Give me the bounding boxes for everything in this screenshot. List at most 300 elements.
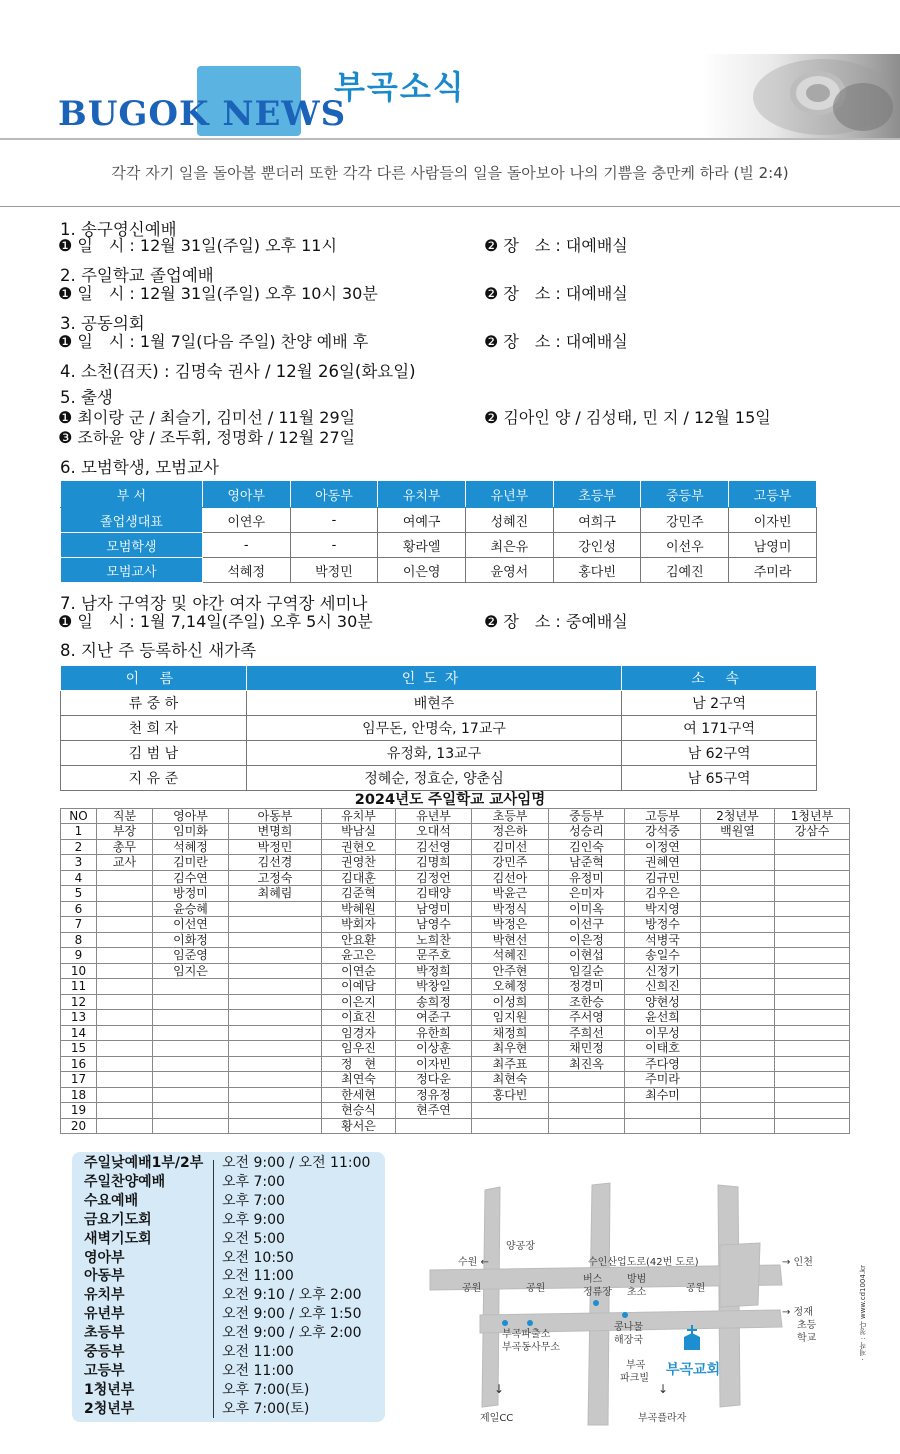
table-cell: 박정민: [290, 558, 378, 583]
table-cell: [97, 886, 153, 902]
table-cell: 김선영: [396, 839, 472, 855]
table-cell: 윤고은: [322, 948, 396, 964]
schedule-row: [72, 1212, 385, 1229]
table-cell: [701, 1056, 775, 1072]
table-row: [61, 855, 850, 871]
map-label: 해장국: [614, 1335, 643, 1346]
table-cell: 안요환: [322, 932, 396, 948]
item-5-birth-1: ❶ 최이랑 군 / 최슬기, 김미선 / 11월 29일: [58, 408, 356, 427]
teacher-col-header: 직분: [97, 809, 153, 824]
table-cell: [775, 886, 850, 902]
schedule-time: 오전 5:00: [222, 1230, 285, 1247]
table-cell: 유정미: [549, 870, 625, 886]
new-family-header: [61, 666, 817, 691]
map-label: 제일CC: [480, 1413, 514, 1424]
table-cell: 여준구: [396, 1010, 472, 1026]
table-cell: 9: [61, 948, 97, 964]
table-cell: [229, 1118, 322, 1134]
table-cell: 강민주: [641, 508, 729, 533]
teacher-col-header: 유년부: [396, 809, 472, 824]
table-cell: [97, 994, 153, 1010]
table-cell: 여희구: [553, 508, 641, 533]
teacher-table-title: 2024년도 주일학교 교사임명: [354, 792, 546, 808]
model-table-header: [61, 481, 817, 508]
table-cell: 현주연: [396, 1103, 472, 1119]
table-cell: 임길순: [549, 963, 625, 979]
map-label: 방범: [627, 1274, 647, 1285]
table-cell: 홍다빈: [472, 1087, 549, 1103]
table-cell: [153, 1072, 229, 1088]
table-row: [61, 1087, 850, 1103]
table-cell: 이선연: [153, 917, 229, 933]
map-label: 학교: [797, 1333, 817, 1344]
map-label: 콩나물: [614, 1322, 643, 1333]
table-row: [61, 901, 850, 917]
table-cell: 최우현: [472, 1041, 549, 1057]
table-cell: [229, 1025, 322, 1041]
teacher-col-header: 아동부: [229, 809, 322, 824]
schedule-label: 주일낮예배1부/2부: [84, 1155, 204, 1171]
table-cell: 정은하: [472, 824, 549, 840]
table-cell: 석병국: [625, 932, 701, 948]
table-cell: 정 현: [322, 1056, 396, 1072]
table-cell: 주미라: [625, 1072, 701, 1088]
table-cell: [701, 901, 775, 917]
schedule-time: 오전 10:50: [222, 1249, 294, 1266]
table-cell: [229, 1041, 322, 1057]
item-7-place: ❷ 장 소 : 중예배실: [484, 612, 628, 631]
map-label: 수원 ←: [458, 1257, 489, 1268]
map-label: 공원: [686, 1283, 706, 1294]
schedule-label: 고등부: [84, 1362, 125, 1379]
table-cell: 김예진: [641, 558, 729, 583]
table-cell: [701, 979, 775, 995]
table-cell: 이무성: [625, 1025, 701, 1041]
table-cell: [97, 1025, 153, 1041]
table-cell: 방정수: [625, 917, 701, 933]
item-7-title: 7. 남자 구역장 및 야간 여자 구역장 세미나: [60, 594, 368, 613]
table-row: [61, 533, 817, 558]
table-cell: [549, 1118, 625, 1134]
table-cell: [153, 1103, 229, 1119]
table-cell: 박윤근: [472, 886, 549, 902]
table-cell: 이선우: [641, 533, 729, 558]
table-row: [61, 508, 817, 533]
header: [0, 54, 900, 138]
table-cell: [775, 1010, 850, 1026]
schedule-row: [72, 1231, 385, 1248]
table-cell: 강인성: [553, 533, 641, 558]
table-cell: [701, 1118, 775, 1134]
table-cell: -: [290, 533, 378, 558]
table-cell: [701, 1072, 775, 1088]
map-roads: [430, 1183, 782, 1425]
teacher-col-header: 중등부: [549, 809, 625, 824]
item-3-title: 3. 공동의회: [60, 314, 145, 333]
table-cell: 임경자: [322, 1025, 396, 1041]
table-cell: 총무: [97, 839, 153, 855]
table-cell: 이은영: [378, 558, 466, 583]
model-table-col-header: 부 서: [61, 481, 203, 508]
map-label: 공원: [526, 1283, 546, 1294]
table-cell: 주서영: [549, 1010, 625, 1026]
schedule-row: [72, 1344, 385, 1361]
schedule-row: [72, 1287, 385, 1304]
schedule-row: [72, 1193, 385, 1210]
model-table-col-header: 유치부: [378, 481, 466, 508]
table-cell: 10: [61, 963, 97, 979]
table-cell: 강민주: [472, 855, 549, 871]
teacher-table: [60, 808, 850, 1134]
table-cell: 18: [61, 1087, 97, 1103]
schedule-row: [72, 1325, 385, 1342]
table-row: [61, 886, 850, 902]
table-row: [61, 824, 850, 840]
table-cell: [701, 886, 775, 902]
table-cell: [229, 1056, 322, 1072]
table-cell: [775, 1041, 850, 1057]
restaurant-icon: [622, 1312, 628, 1318]
table-cell: [97, 1056, 153, 1072]
table-cell: [229, 1010, 322, 1026]
schedule-time: 오후 7:00: [222, 1192, 285, 1209]
table-cell: 정혜순, 정효순, 양춘심: [246, 766, 621, 791]
table-cell: [153, 1025, 229, 1041]
svg-text:↓: ↓: [658, 1382, 669, 1396]
table-cell: [396, 1118, 472, 1134]
table-cell: 백원열: [701, 824, 775, 840]
table-cell: 부장: [97, 824, 153, 840]
table-cell: [625, 1103, 701, 1119]
table-cell: [701, 1087, 775, 1103]
table-cell: [97, 948, 153, 964]
item-2-date: ❶ 일 시 : 12월 31일(주일) 오후 10시 30분: [58, 284, 378, 303]
table-cell: 유한희: [396, 1025, 472, 1041]
map-credit: · 제작 : 청다 www.cd1004.kr: [859, 1265, 867, 1361]
table-cell: [775, 839, 850, 855]
table-row: [61, 741, 817, 766]
table-cell: [775, 979, 850, 995]
table-cell: 성승리: [549, 824, 625, 840]
table-cell: [153, 994, 229, 1010]
schedule-time: 오전 11:00: [222, 1344, 294, 1360]
table-cell: 박지영: [625, 901, 701, 917]
table-cell: [229, 1072, 322, 1088]
table-cell: [775, 1025, 850, 1041]
table-cell: [153, 1041, 229, 1057]
table-cell: [229, 1087, 322, 1103]
table-cell: 박현선: [472, 932, 549, 948]
table-cell: 15: [61, 1041, 97, 1057]
table-cell: 강석중: [625, 824, 701, 840]
new-family-table: [60, 665, 817, 791]
table-cell: 배현주: [246, 691, 621, 716]
schedule-label: 1청년부: [84, 1381, 135, 1398]
table-cell: [775, 901, 850, 917]
page-title: 부곡소식: [334, 68, 466, 106]
table-cell: 조한승: [549, 994, 625, 1010]
map-label: 부곡동사무소: [502, 1342, 560, 1353]
schedule-label: 2청년부: [84, 1400, 135, 1417]
table-cell: [701, 1103, 775, 1119]
table-cell: 남 2구역: [622, 691, 817, 716]
table-cell: 7: [61, 917, 97, 933]
table-cell: -: [290, 508, 378, 533]
table-cell: 임지원: [472, 1010, 549, 1026]
table-cell: [229, 932, 322, 948]
map-label: 부곡플라자: [638, 1413, 687, 1424]
map-label: 초등: [797, 1320, 817, 1331]
table-cell: 최현숙: [472, 1072, 549, 1088]
table-cell: [701, 1025, 775, 1041]
table-cell: 남영미: [396, 901, 472, 917]
table-cell: 오대석: [396, 824, 472, 840]
table-row: [61, 1118, 850, 1134]
table-cell: 김명희: [396, 855, 472, 871]
map-label: 수인산업도로(42번 도로): [588, 1257, 699, 1268]
table-cell: 이현섭: [549, 948, 625, 964]
item-5-birth-2: ❷ 김아인 양 / 김성태, 민 지 / 12월 15일: [484, 408, 771, 427]
map-label: 공원: [462, 1283, 482, 1294]
table-cell: 주다영: [625, 1056, 701, 1072]
map-label: 정류장: [583, 1287, 612, 1298]
item-5-title: 5. 출생: [60, 388, 113, 407]
table-cell: 채정희: [472, 1025, 549, 1041]
new-family-col-header: 인도자: [246, 666, 621, 691]
map-label: 버스: [583, 1274, 603, 1285]
table-cell: 박창일: [396, 979, 472, 995]
table-cell: 김준혁: [322, 886, 396, 902]
table-cell: [775, 1072, 850, 1088]
map-label: 초소: [627, 1287, 647, 1298]
item-2-place: ❷ 장 소 : 대예배실: [484, 284, 628, 303]
teacher-col-header: NO: [61, 809, 97, 824]
table-cell: [97, 1010, 153, 1026]
table-cell: [549, 1103, 625, 1119]
church-label: 부곡교회: [666, 1362, 721, 1378]
table-cell: 이은정: [549, 932, 625, 948]
map-label: → 정재: [782, 1307, 813, 1318]
table-cell: [775, 994, 850, 1010]
table-cell: 박혜원: [322, 901, 396, 917]
table-cell: 교사: [97, 855, 153, 871]
table-cell: 한세현: [322, 1087, 396, 1103]
table-cell: 김수연: [153, 870, 229, 886]
new-family-col-header: 소 속: [622, 666, 817, 691]
map-label: 양공장: [506, 1241, 535, 1252]
table-cell: 이상훈: [396, 1041, 472, 1057]
table-cell: [472, 1103, 549, 1119]
table-cell: 방정미: [153, 886, 229, 902]
table-cell: 이연우: [202, 508, 290, 533]
table-row: [61, 870, 850, 886]
table-cell: [229, 963, 322, 979]
table-cell: 17: [61, 1072, 97, 1088]
table-cell: 이자빈: [396, 1056, 472, 1072]
table-cell: 윤승혜: [153, 901, 229, 917]
schedule-time: 오후 7:00(토): [222, 1400, 310, 1417]
schedule-label: 유년부: [84, 1306, 125, 1323]
table-cell: 김미란: [153, 855, 229, 871]
table-cell: [97, 1041, 153, 1057]
table-cell: 김 범 남: [61, 741, 247, 766]
table-cell: 김선경: [229, 855, 322, 871]
table-cell: 김규민: [625, 870, 701, 886]
table-cell: 김정언: [396, 870, 472, 886]
table-cell: [549, 1072, 625, 1088]
schedule-row: [72, 1363, 385, 1380]
new-family-col-header: 이 름: [61, 666, 247, 691]
office-icon: [527, 1320, 533, 1326]
schedule-row: [72, 1250, 385, 1267]
item-2-title: 2. 주일학교 졸업예배: [60, 266, 214, 285]
table-cell: [701, 994, 775, 1010]
table-cell: 임지은: [153, 963, 229, 979]
table-cell: 양현성: [625, 994, 701, 1010]
teacher-col-header: 고등부: [625, 809, 701, 824]
table-cell: 12: [61, 994, 97, 1010]
model-table-col-header: 초등부: [553, 481, 641, 508]
table-cell: 3: [61, 855, 97, 871]
teacher-col-header: 1청년부: [775, 809, 850, 824]
table-cell: 남 65구역: [622, 766, 817, 791]
schedule-label: 새벽기도회: [84, 1230, 152, 1247]
model-table-col-header: 중등부: [641, 481, 729, 508]
table-cell: 신희진: [625, 979, 701, 995]
row-header: 모범교사: [61, 558, 203, 583]
item-4-title: 4. 소천(召天) : 김명숙 권사 / 12월 26일(화요일): [60, 362, 416, 381]
map-label: 부곡: [626, 1360, 646, 1371]
table-cell: 이은지: [322, 994, 396, 1010]
bible-verse: 각각 자기 일을 돌아볼 뿐더러 또한 각각 다른 사람들의 일을 돌아보아 나의 기쁨을 충만케 하라 (빌 2:4): [111, 164, 789, 182]
schedule-time: 오후 7:00: [222, 1173, 285, 1190]
table-cell: 윤선희: [625, 1010, 701, 1026]
item-5-birth-3: ❸ 조하윤 양 / 조두휘, 정명화 / 12월 27일: [58, 428, 356, 447]
table-cell: [97, 1103, 153, 1119]
table-cell: [701, 917, 775, 933]
table-row: [61, 1103, 850, 1119]
table-cell: 김미선: [472, 839, 549, 855]
table-cell: [153, 1118, 229, 1134]
new-family-body: [61, 691, 817, 791]
table-cell: 임무돈, 안명숙, 17교구: [246, 716, 621, 741]
table-row: [61, 1041, 850, 1057]
item-6-title: 6. 모범학생, 모범교사: [60, 458, 219, 477]
table-cell: 정다운: [396, 1072, 472, 1088]
table-cell: [97, 979, 153, 995]
table-row: [61, 1072, 850, 1088]
table-cell: [775, 948, 850, 964]
table-cell: [97, 917, 153, 933]
table-cell: 현승식: [322, 1103, 396, 1119]
table-cell: [775, 1087, 850, 1103]
row-header: 모범학생: [61, 533, 203, 558]
verse-rule: [0, 206, 900, 207]
teacher-table-header: [61, 809, 850, 824]
item-1-place: ❷ 장 소 : 대예배실: [484, 236, 628, 255]
schedule-label: 아동부: [84, 1268, 125, 1285]
model-table-body: [61, 508, 817, 583]
teacher-col-header: 유치부: [322, 809, 396, 824]
table-cell: [472, 1118, 549, 1134]
table-cell: 남영수: [396, 917, 472, 933]
table-cell: 이예담: [322, 979, 396, 995]
table-cell: 최연숙: [322, 1072, 396, 1088]
table-cell: 임미화: [153, 824, 229, 840]
table-cell: 최주표: [472, 1056, 549, 1072]
table-cell: 박정은: [472, 917, 549, 933]
table-cell: 고정숙: [229, 870, 322, 886]
table-row: [61, 917, 850, 933]
table-cell: 송희정: [396, 994, 472, 1010]
table-cell: 김태양: [396, 886, 472, 902]
table-row: [61, 1025, 850, 1041]
item-1-date: ❶ 일 시 : 12월 31일(주일) 오후 11시: [58, 236, 337, 255]
schedule-row: [72, 1306, 385, 1323]
table-cell: 4: [61, 870, 97, 886]
header-rule: [0, 138, 900, 140]
table-cell: [701, 948, 775, 964]
schedule-row: [72, 1382, 385, 1399]
table-cell: 19: [61, 1103, 97, 1119]
table-cell: 김대훈: [322, 870, 396, 886]
police-icon: [502, 1320, 508, 1326]
teacher-col-header: 영아부: [153, 809, 229, 824]
table-cell: [97, 1118, 153, 1134]
schedule-time: 오전 9:10 / 오후 2:00: [222, 1287, 362, 1304]
table-cell: 채민정: [549, 1041, 625, 1057]
table-cell: 정유정: [396, 1087, 472, 1103]
teacher-col-header: 2청년부: [701, 809, 775, 824]
table-cell: 여 171구역: [622, 716, 817, 741]
table-cell: 14: [61, 1025, 97, 1041]
table-cell: 김선아: [472, 870, 549, 886]
table-cell: [701, 1010, 775, 1026]
table-cell: 남영미: [729, 533, 817, 558]
table-cell: 유정화, 13교구: [246, 741, 621, 766]
table-cell: 박정식: [472, 901, 549, 917]
location-map: [420, 1175, 880, 1435]
row-header: 졸업생대표: [61, 508, 203, 533]
table-cell: 권혜연: [625, 855, 701, 871]
table-cell: [775, 1056, 850, 1072]
table-cell: 남 62구역: [622, 741, 817, 766]
table-cell: 김인숙: [549, 839, 625, 855]
table-row: [61, 948, 850, 964]
brand-logo: BUGOK NEWS: [58, 94, 347, 134]
table-cell: 여예구: [378, 508, 466, 533]
table-cell: 문주호: [396, 948, 472, 964]
schedule-row: [72, 1401, 385, 1418]
bus-stop-icon: [593, 1300, 599, 1306]
table-cell: 오혜정: [472, 979, 549, 995]
table-cell: 황서은: [322, 1118, 396, 1134]
table-cell: 홍다빈: [553, 558, 641, 583]
table-cell: [97, 963, 153, 979]
table-row: [61, 766, 817, 791]
table-cell: 이정연: [625, 839, 701, 855]
table-cell: [625, 1118, 701, 1134]
table-cell: 안주현: [472, 963, 549, 979]
table-cell: 권영찬: [322, 855, 396, 871]
table-cell: 13: [61, 1010, 97, 1026]
schedule-time: 오전 11:00: [222, 1268, 294, 1285]
item-3-place: ❷ 장 소 : 대예배실: [484, 332, 628, 351]
table-cell: [229, 948, 322, 964]
table-cell: 6: [61, 901, 97, 917]
table-row: [61, 691, 817, 716]
schedule-time: 오전 9:00 / 오후 2:00: [222, 1325, 362, 1342]
